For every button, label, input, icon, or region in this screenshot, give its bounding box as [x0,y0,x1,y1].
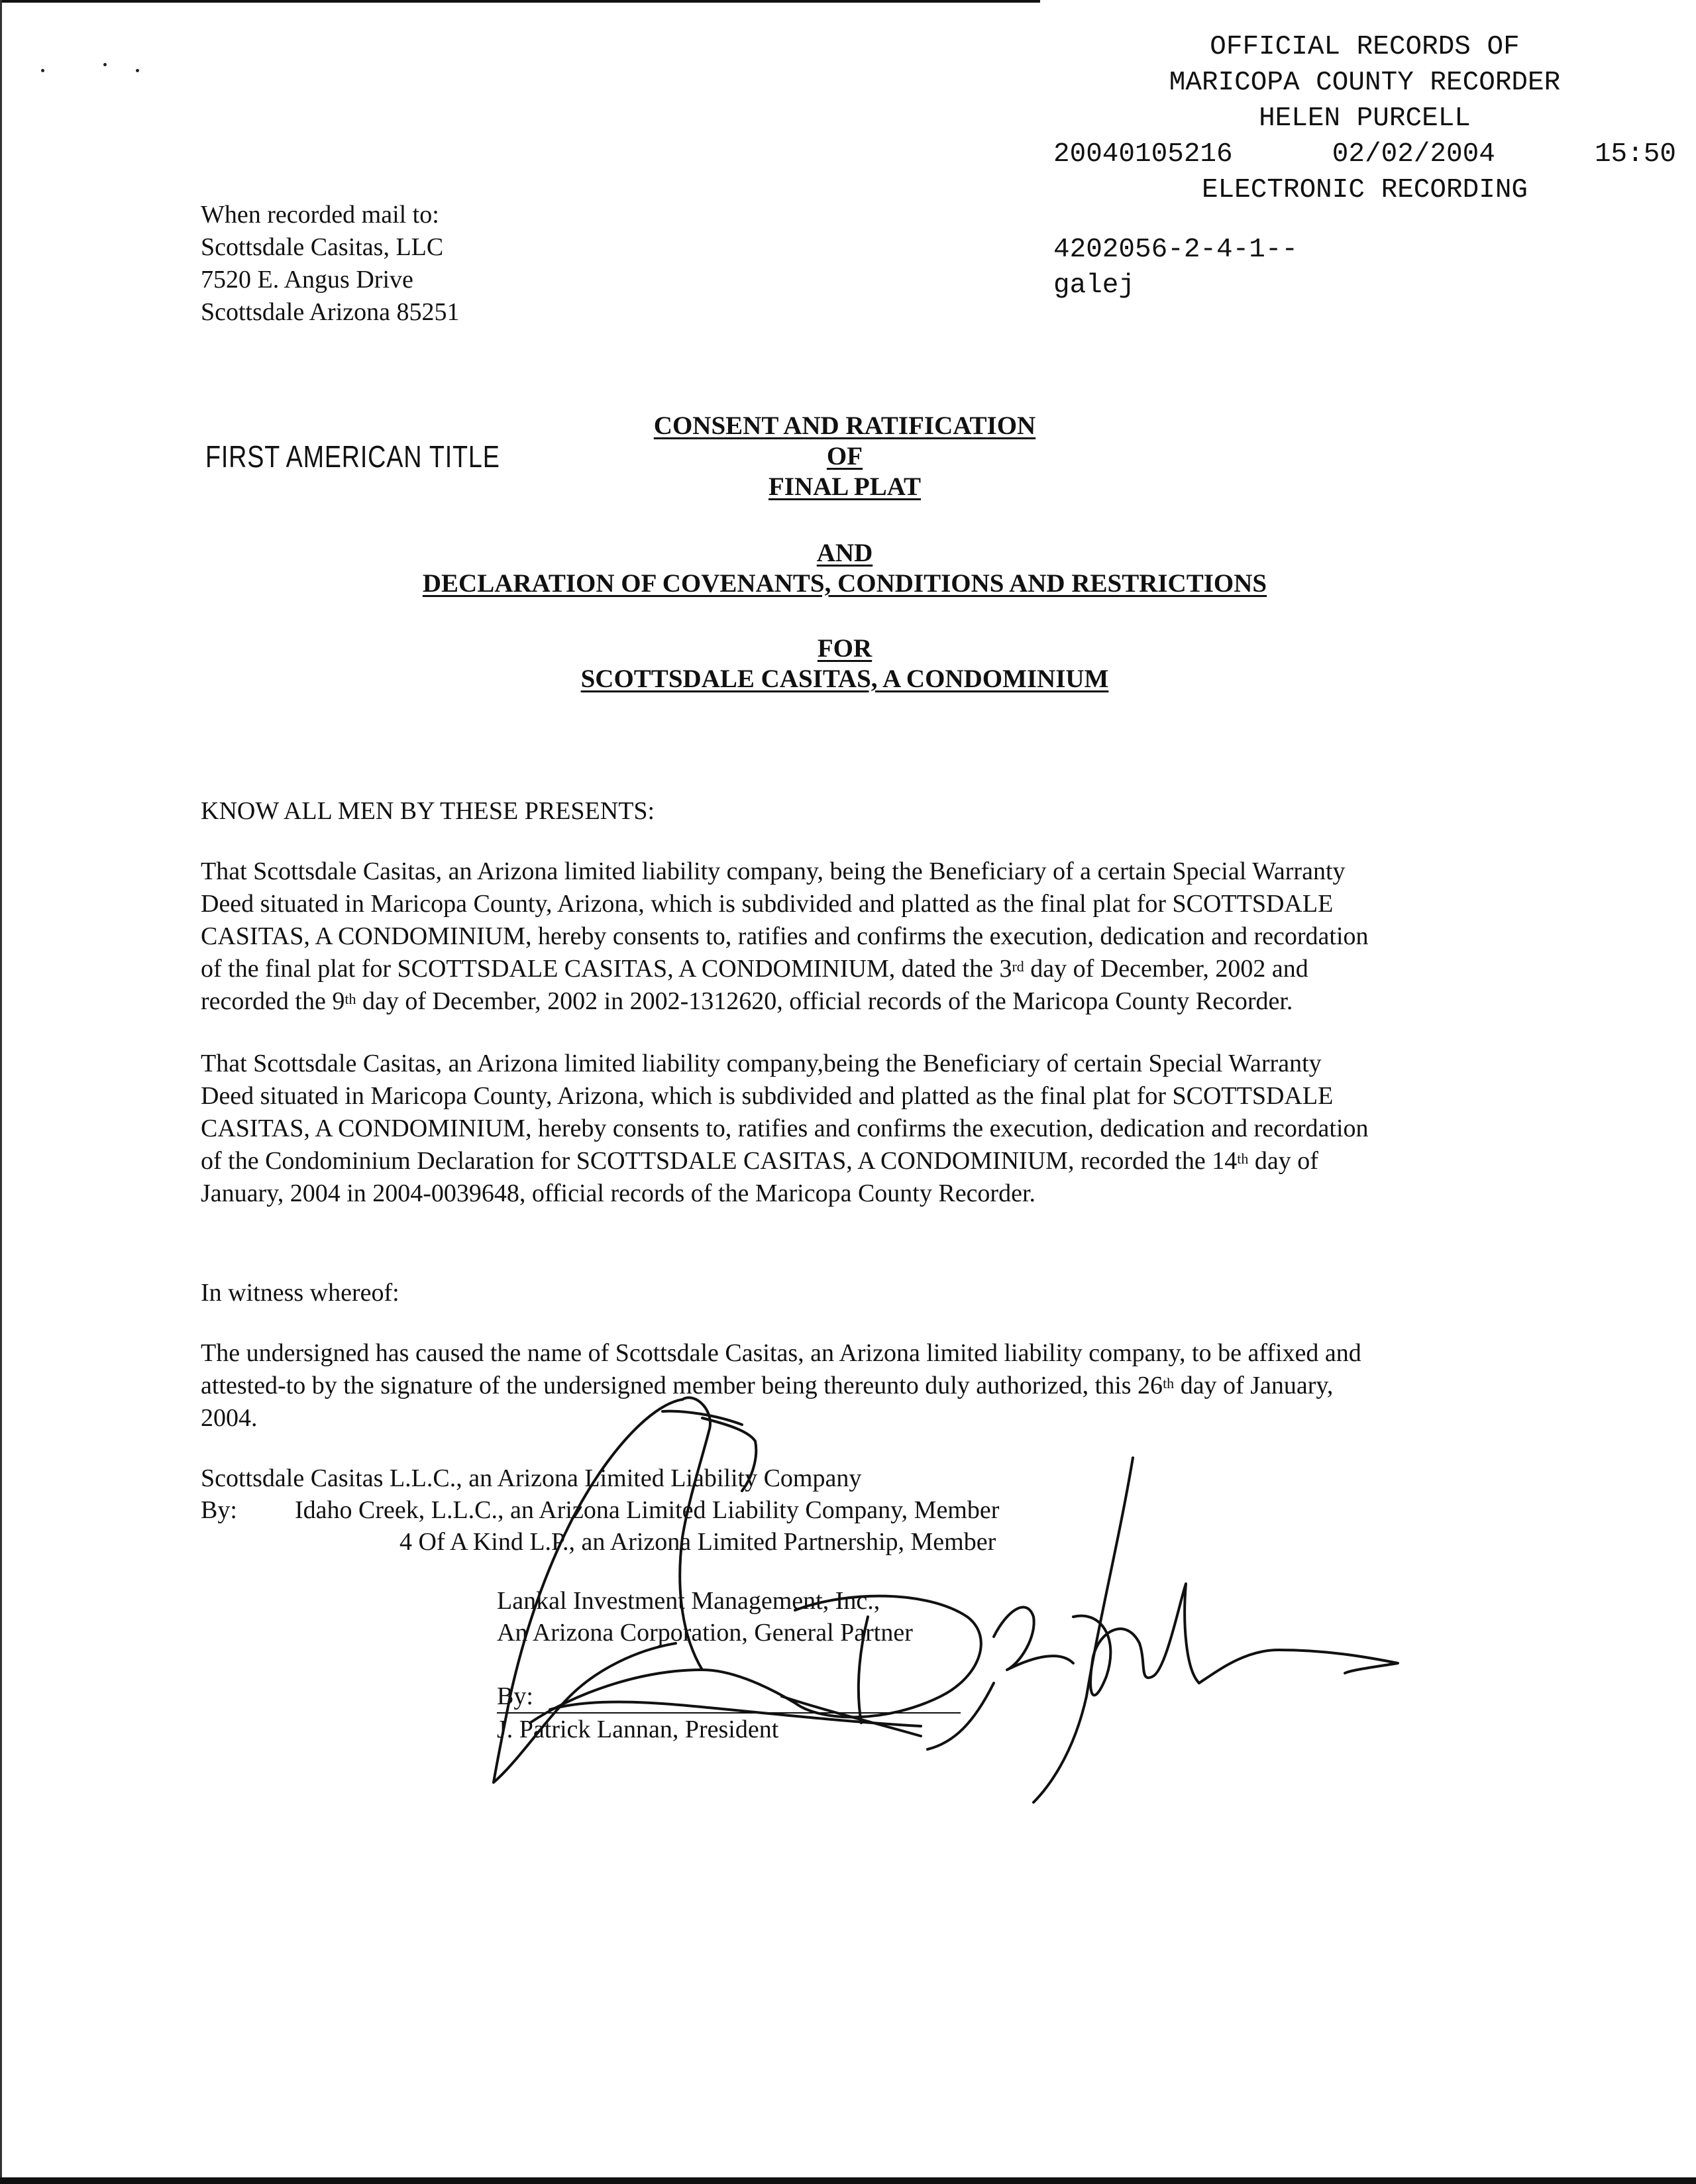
paragraph-line: Deed situated in Maricopa County, Arizona, which is subdivided and platted as the final plat for SCOTTSDALE [201,1082,1334,1110]
title-line-5: DECLARATION OF COVENANTS, CONDITIONS AND RESTRICTIONS [422,569,1267,598]
paragraph-line: of the final plat for SCOTTSDALE CASITAS, A CONDOMINIUM, dated the 3rd day of December, 2002 and [201,955,1308,983]
mail-to-block [201,199,459,329]
signatory-block [201,1462,999,1558]
mail-to-name: Scottsdale Casitas, LLC [201,233,444,261]
general-partner-block [497,1585,961,1745]
mail-to-street: 7520 E. Angus Drive [201,266,413,294]
partner-description: An Arizona Corporation, General Partner [497,1619,913,1647]
by-label: By: [201,1496,237,1524]
title-line-7: SCOTTSDALE CASITAS, A CONDOMINIUM [580,665,1109,693]
paragraph-line: CASITAS, A CONDOMINIUM, hereby consents to, ratifies and confirms the execution, dedication and recordation [201,922,1369,950]
paragraph-attestation [201,1337,1361,1435]
record-date: 02/02/2004 [1332,139,1495,170]
scan-speck [41,69,44,72]
recorder-line-2: MARICOPA COUNTY RECORDER [1169,68,1561,98]
partner-name: Lankal Investment Management, Inc., [497,1587,880,1615]
mail-to-label: When recorded mail to: [201,201,439,229]
recorder-record-row [1053,136,1676,172]
recorder-line-1: OFFICIAL RECORDS OF [1210,32,1520,62]
record-time: 15:50 [1594,139,1676,170]
paragraph-line: of the Condominium Declaration for SCOTTSDALE CASITAS, A CONDOMINIUM, recorded the 14th day of [201,1147,1318,1175]
paragraph-line: That Scottsdale Casitas, an Arizona limited liability company,being the Beneficiary of certain Special Warranty [201,1050,1322,1077]
recorder-stamp [1053,29,1676,303]
title-line-2: OF [826,442,863,470]
paragraph-line: Deed situated in Maricopa County, Arizona, which is subdivided and platted as the final plat for SCOTTSDALE [201,890,1334,918]
record-number: 20040105216 [1053,139,1233,170]
officer-name: J. Patrick Lannan, President [497,1716,779,1743]
mail-to-city: Scottsdale Arizona 85251 [201,298,460,326]
signatory-member-1: Idaho Creek, L.L.C., an Arizona Limited Liability Company, Member [295,1496,1000,1524]
paragraph-line: The undersigned has caused the name of Scottsdale Casitas, an Arizona limited liability company, to be affixed and [201,1339,1361,1367]
recorder-clerk: galej [1053,270,1136,301]
paragraph-declaration-consent [201,1048,1369,1210]
recorder-line-5: ELECTRONIC RECORDING [1201,175,1528,205]
title-line-6: FOR [817,634,873,663]
scan-speck [103,63,107,66]
title-company-stamp: FIRST AMERICAN TITLE [205,439,500,474]
paragraph-line: 2004. [201,1404,258,1432]
signatory-member-2: 4 Of A Kind L.P., an Arizona Limited Partnership, Member [399,1528,996,1556]
signatory-company: Scottsdale Casitas L.L.C., an Arizona Limited Liability Company [201,1464,862,1492]
witness-line: In witness whereof: [201,1279,399,1307]
title-line-3: FINAL PLAT [768,472,922,501]
paragraph-line: That Scottsdale Casitas, an Arizona limited liability company, being the Beneficiary of a certain Special Warranty [201,857,1346,885]
opening-line: KNOW ALL MEN BY THESE PRESENTS: [201,797,655,825]
signature-line: By: [497,1680,961,1714]
paragraph-line: CASITAS, A CONDOMINIUM, hereby consents to, ratifies and confirms the execution, dedication and recordation [201,1115,1369,1142]
paragraph-line: recorded the 9th day of December, 2002 in 2002-1312620, official records of the Maricopa County Recorder. [201,987,1293,1015]
paragraph-line: attested-to by the signature of the undersigned member being thereunto duly authorized, this 26th day of January, [201,1372,1334,1399]
recorder-line-3: HELEN PURCELL [1259,103,1471,134]
recorder-ref-code: 4202056-2-4-1-- [1053,235,1298,265]
paragraph-line: January, 2004 in 2004-0039648, official records of the Maricopa County Recorder. [201,1179,1036,1207]
scan-speck [136,69,139,72]
title-line-1: CONSENT AND RATIFICATION [653,411,1036,440]
left-edge-rule [0,0,2,2184]
bottom-edge-rule [0,2177,1696,2184]
paragraph-plat-consent [201,855,1369,1018]
top-edge-rule [0,0,1040,3]
title-line-4: AND [816,539,873,567]
